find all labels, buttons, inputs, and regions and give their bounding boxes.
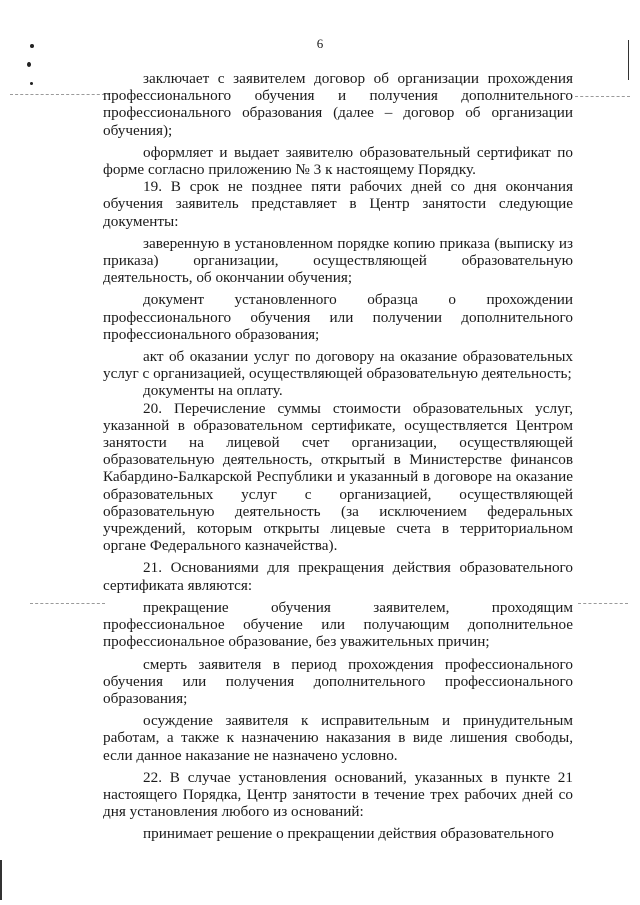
scan-streak	[575, 96, 630, 97]
document-body	[103, 70, 573, 843]
paragraph-certificate: оформляет и выдает заявителю образовательный сертификат по форме согласно приложению № 3 к настоящему Порядку.	[103, 143, 573, 179]
paragraph-order-copy: заверенную в установленном порядке копию приказа (выписку из приказа) организации, осуществляющей образовательную деятельность, об окончании обучения;	[103, 234, 573, 287]
paragraph-conviction-reason: осуждение заявителя к исправительным и принудительным работам, а также к назначению наказания в виде лишения свободы, если данное наказание не назначено условно.	[103, 712, 573, 764]
scan-streak	[10, 94, 110, 95]
page-number: 6	[316, 36, 324, 51]
paragraph-death-reason: смерть заявителя в период прохождения профессионального обучения или получения дополнительного профессионального образования;	[103, 655, 573, 707]
scan-speck	[27, 62, 31, 67]
paragraph-19: 19. В срок не позднее пяти рабочих дней со дня окончания обучения заявитель представляет в Центр занятости следующие документы:	[103, 178, 573, 230]
scan-streak	[30, 603, 105, 604]
paragraph-22: 22. В случае установления оснований, указанных в пункте 21 настоящего Порядка, Центр занятости в течение трех рабочих дней со дня установления любого из оснований:	[103, 768, 573, 821]
paragraph-contract: заключает с заявителем договор об организации прохождения профессионального обучения и получения дополнительного профессионального образования (далее – договор об организации обучения);	[103, 70, 573, 139]
paragraph-termination-reason: прекращение обучения заявителем, проходящим профессиональное обучение или получающим дополнительное профессиональное образование, без уважительных причин;	[103, 598, 573, 651]
scan-edge-mark	[0, 860, 2, 900]
scan-speck	[30, 82, 33, 85]
paragraph-decision: принимает решение о прекращении действия образовательного	[143, 825, 554, 843]
paragraph-20: 20. Перечисление суммы стоимости образовательных услуг, указанной в образовательном сертификате, осуществляется Центром занятости на лицевой счет организации, осуществляющей образовательную деятельность, открытый в Министерстве финансов Кабардино-Балкарской Республики и указанный в договоре на оказание образовательных услуг с организацией, осуществляющей образовательную деятельность (за исключением федеральных учреждений, которым открыты лицевые счета в территориальном органе Федерального казначейства).	[103, 399, 573, 555]
paragraph-services-act: акт об оказании услуг по договору на оказание образовательных услуг с организацией, осуществляющей образовательную деятельность;	[103, 348, 573, 383]
paragraph-payment-docs: документы на оплату.	[143, 382, 283, 400]
paragraph-completion-doc: документ установленного образца о прохождении профессионального обучения или получении дополнительного профессионального образования;	[103, 291, 573, 343]
scan-streak	[578, 603, 628, 604]
paragraph-21: 21. Основаниями для прекращения действия образовательного сертификата являются:	[103, 559, 573, 594]
